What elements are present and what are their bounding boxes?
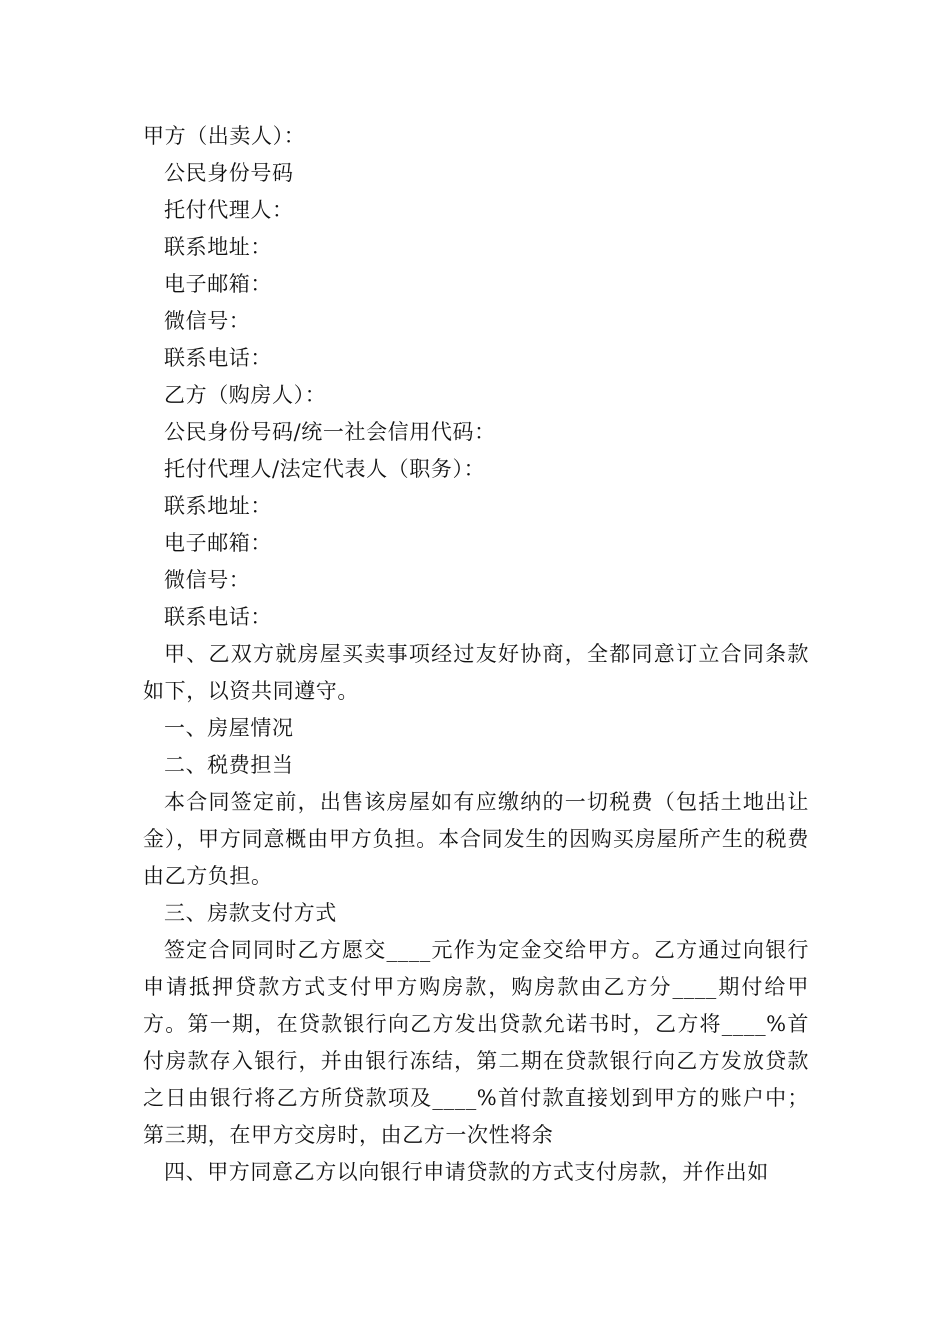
section-1-title: 一、房屋情况 [164, 716, 294, 740]
section-2-title: 二、税费担当 [164, 753, 294, 777]
party-b-wechat: 微信号： [164, 568, 251, 592]
section-2-body: 本合同签定前，出售该房屋如有应缴纳的一切税费（包括土地出让金），甲方同意概由甲方负担。本合同发生的因购买房屋所产生的税费由乙方负担。 [143, 790, 809, 888]
party-a-heading: 甲方（出卖人）： [143, 124, 306, 148]
party-a-wechat: 微信号： [164, 309, 251, 333]
party-a-id-number: 公民身份号码 [164, 161, 294, 185]
section-3-title: 三、房款支付方式 [164, 901, 337, 925]
party-b-email: 电子邮箱： [164, 531, 272, 555]
contract-text [143, 118, 809, 1191]
party-a-address: 联系地址： [164, 235, 272, 259]
intro-paragraph: 甲、乙双方就房屋买卖事项经过友好协商，全都同意订立合同条款如下，以资共同遵守。 [143, 642, 809, 703]
section-3-body: 签定合同同时乙方愿交____元作为定金交给甲方。乙方通过向银行申请抵押贷款方式支付甲方购房款，购房款由乙方分____期付给甲方。第一期，在贷款银行向乙方发出贷款允诺书时，乙方将____%首付房款存入银行，并由银行冻结，第二期在贷款银行向乙方发放贷款之日由银行将乙方所贷款项及____%首付款直接划到甲方的账户中；第三期，在甲方交房时，由乙方一次性将余 [143, 938, 809, 1147]
party-a-email: 电子邮箱： [164, 272, 272, 296]
party-b-phone: 联系电话： [164, 605, 272, 629]
party-b-address: 联系地址： [164, 494, 272, 518]
party-b-heading: 乙方（购房人）： [164, 383, 327, 407]
party-a-agent: 托付代理人： [164, 198, 294, 222]
party-b-id-number: 公民身份号码/统一社会信用代码： [164, 420, 496, 444]
section-4-start: 四、甲方同意乙方以向银行申请贷款的方式支付房款，并作出如 [164, 1160, 769, 1184]
party-a-phone: 联系电话： [164, 346, 272, 370]
party-b-agent: 托付代理人/法定代表人（职务）： [164, 457, 486, 481]
